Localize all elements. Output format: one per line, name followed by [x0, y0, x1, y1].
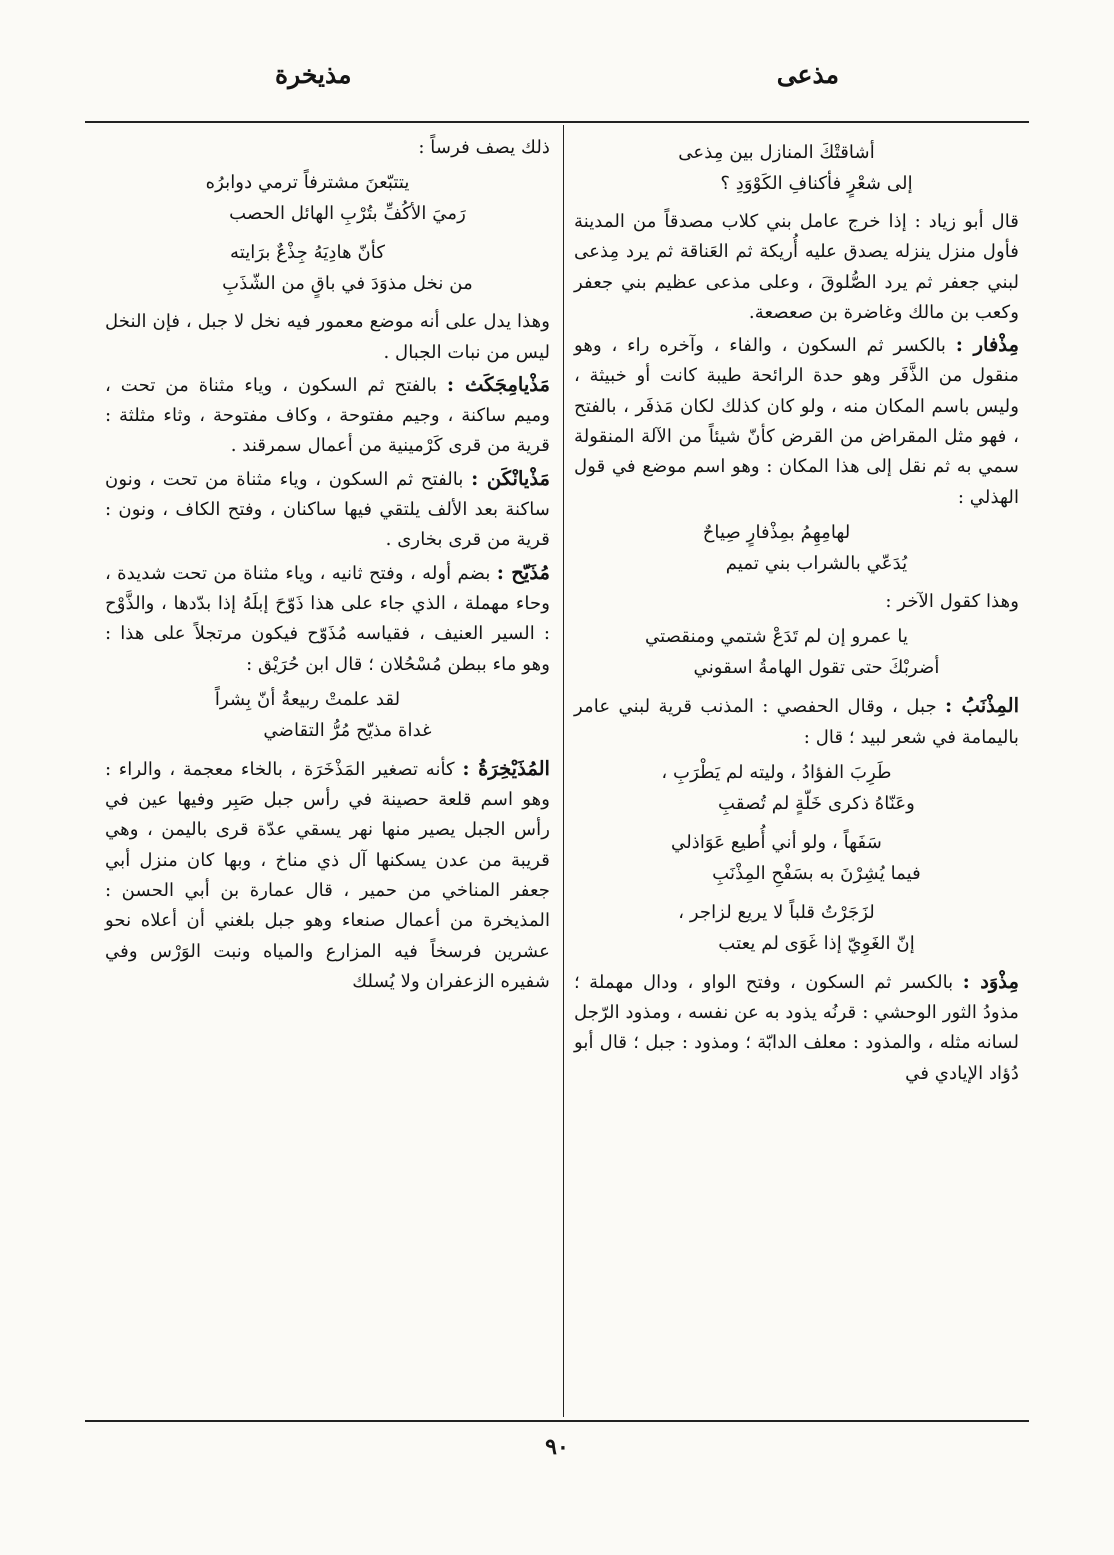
page-number: ٩٠: [545, 1434, 569, 1460]
running-header-left: مذيخرة: [275, 60, 352, 89]
verse: [574, 517, 1019, 579]
paragraph: ذلك يصف فرساً :: [418, 137, 550, 158]
footer-rule: [85, 1420, 1029, 1422]
headword: مَذْيامِجَكَث :: [446, 372, 550, 396]
verse: [574, 621, 1019, 683]
verse-line: أشاقتْكَ المنازل بين مِذعى: [678, 142, 875, 163]
headword: مَذْيانْكَن :: [471, 466, 550, 490]
entry-text: بضم أوله ، وفتح ثانيه ، وياء مثناة من تحت شديدة ، وحاء مهملة ، الذي جاء على هذا ذَوّحَ إبلَهُ إذا بدّدها ، والذَّوْح : السير العنيف ، فقياسه مُذَوّح فيكون مرتجلاً على هذا : وهو ماء ببطن مُسْحُلان ؛ قال ابن حُرَيْق :: [105, 562, 550, 675]
entry-midhwad: [574, 967, 1019, 1089]
verse-line: كأنّ هادِيَهُ جِذْعٌ برَايته: [229, 242, 386, 264]
verse-line: يُدَعّي بالشراب بني تميم: [725, 552, 908, 574]
entry-midhnab: [574, 691, 1019, 753]
entry-midhfar: [574, 330, 1019, 513]
column-divider: [563, 125, 564, 1417]
headword: المِذْنَبُ :: [945, 694, 1019, 718]
verse-line: إنّ الغَوِيّ إذا غَوَى لم يعتب: [718, 932, 915, 954]
verse-line: إلى شعْرٍ فأكنافِ الكَوْوَدِ ؟: [720, 173, 913, 194]
verse-line: لهامِهِمُ بمِذْفارٍ صِياحٌ: [702, 521, 851, 543]
right-column: [574, 133, 1019, 1091]
headword: المُذَيْخِرَةُ :: [462, 756, 550, 780]
entry-text: بالكسر ثم السكون ، والفاء ، وآخره راء ، وهو منقول من الذَّفَر وهو حدة الرائحة طيبة كانت أو خبيثة ، وليس باسم المكان منه ، ولو كان كذلك لكان مَذفَر ، بالفتح ، فهو مثل المقراض من القرض كأنّ شيئاً من الآلة المنقولة سمي به ثم نقل إلى هذا المكان : وهو اسم موضع في قول الهذلي :: [574, 335, 1019, 508]
entry-text: بالفتح ثم السكون ، وياء مثناة من تحت ، ونون ساكنة بعد الألف يلتقي فيها ساكنان ، وفتح الكاف ، ونون : قرية من قرى بخارى .: [105, 468, 550, 551]
left-column: [105, 133, 550, 999]
verse-line: فيما يُشِرْنَ به بسَفْحِ المِذْنَبِ: [712, 862, 921, 884]
headword: مُذَيّح :: [496, 560, 550, 584]
entry-madhyankan: [105, 464, 550, 556]
entry-madhyamjakath: [105, 370, 550, 462]
headword: مِذْفار :: [955, 333, 1019, 357]
entry-text: بالكسر ثم السكون ، وفتح الواو ، ودال مهملة ؛ مذودُ الثور الوحشي : قرنُه يذود به عن نفسه ، ومذود الرّجل لسانه مثله ، والمذود : معلف الدابّة ؛ ومذود : جبل ؛ قال أبو دُؤاد الإيادي في: [574, 971, 1019, 1084]
entry-mudhaykhira: [105, 754, 550, 997]
verse: [574, 827, 1019, 889]
verse-line: رَميَ الأكُفِّ بتُرْبِ الهائل الحصب: [229, 203, 466, 225]
paragraph: وهذا كقول الآخر :: [885, 590, 1019, 612]
verse-line: أضربْكَ حتى تقول الهامةُ اسقوني: [693, 657, 940, 679]
verse: [105, 167, 550, 229]
headword: مِذْوَد :: [962, 969, 1019, 993]
entry-mudhayyah: [105, 558, 550, 680]
verse-line: سَفَهاً ، ولو أني أُطيع عَوَاذلي: [671, 831, 882, 853]
verse-line: لقد علمتْ ربيعةُ أنّ بِشراً: [214, 688, 401, 710]
verse-line: وعَنّاهُ ذكرى خَلّةٍ لم تُصقبِ: [718, 792, 915, 814]
verse: [574, 897, 1019, 959]
verse-line: يتتبّعنَ مشترفاً ترمي دوابرُه: [205, 172, 410, 194]
verse: [574, 757, 1019, 819]
entry-text: كأنه تصغير المَذْخَرَة ، بالخاء معجمة ، والراء : وهو اسم قلعة حصينة في رأس جبل صَبِر وفيها عين في رأس الجبل يصير منها نهر يسقي عدّة قرى باليمن ، وهي قريبة من عدن يسكنها آل ذي مناخ ، وبها كان منزل أبي جعفر المناخي من حمير ، قال عمارة بن أبي الحسن : المذيخرة من أعمال صنعاء وهو جبل بلغني أن أعلاه نحو عشرين فرسخاً فيه المزارع والمياه ونبت الوَرْس وفي شفيره الزعفران ولا يُسلك: [105, 758, 550, 992]
running-header-right: مذعى: [776, 60, 839, 89]
verse: [105, 684, 550, 746]
entry-text: بالفتح ثم السكون ، وياء مثناة من تحت ، وميم ساكنة ، وجيم مفتوحة ، وكاف مفتوحة ، وثاء مثلثة : قرية من قرى كَرْمينية من أعمال سمرقند .: [105, 374, 550, 457]
verse-line: غداة مذيّح مُرُّ التقاضي: [263, 719, 432, 741]
verse-line: من نخل مذوَدَ في باقٍ من الشّذَبِ: [222, 273, 473, 295]
verse: [574, 137, 1019, 199]
verse-line: يا عمرو إن لم تَدَعْ شتمي ومنقصتي: [644, 626, 909, 648]
header-rule: [85, 121, 1029, 123]
entry-text: جبل ، وقال الحفصي : المذنب قرية لبني عامر باليمامة في شعر لبيد ؛ قال :: [574, 696, 1019, 748]
verse-line: لزَجَرْتُ قلباً لا يريع لزاجر ،: [678, 901, 875, 923]
verse: [105, 237, 550, 299]
verse-line: طَرِبَ الفؤادُ ، وليته لم يَطْرَبِ ،: [661, 761, 892, 783]
paragraph: وهذا يدل على أنه موضع معمور فيه نخل لا جبل ، فإن النخل ليس من نبات الجبال .: [105, 311, 550, 363]
paragraph: قال أبو زياد : إذا خرج عامل بني كلاب مصدقاً من المدينة فأول منزل ينزله يصدق عليه أُريكة ثم العَناقة ثم يرد مِذعى لبني جعفر ثم يرد الصُّلوقَ ، وعلى مذعى عظيم بني جعفر وكعب بن مالك وغاضرة بن صعصعة.: [574, 211, 1019, 323]
